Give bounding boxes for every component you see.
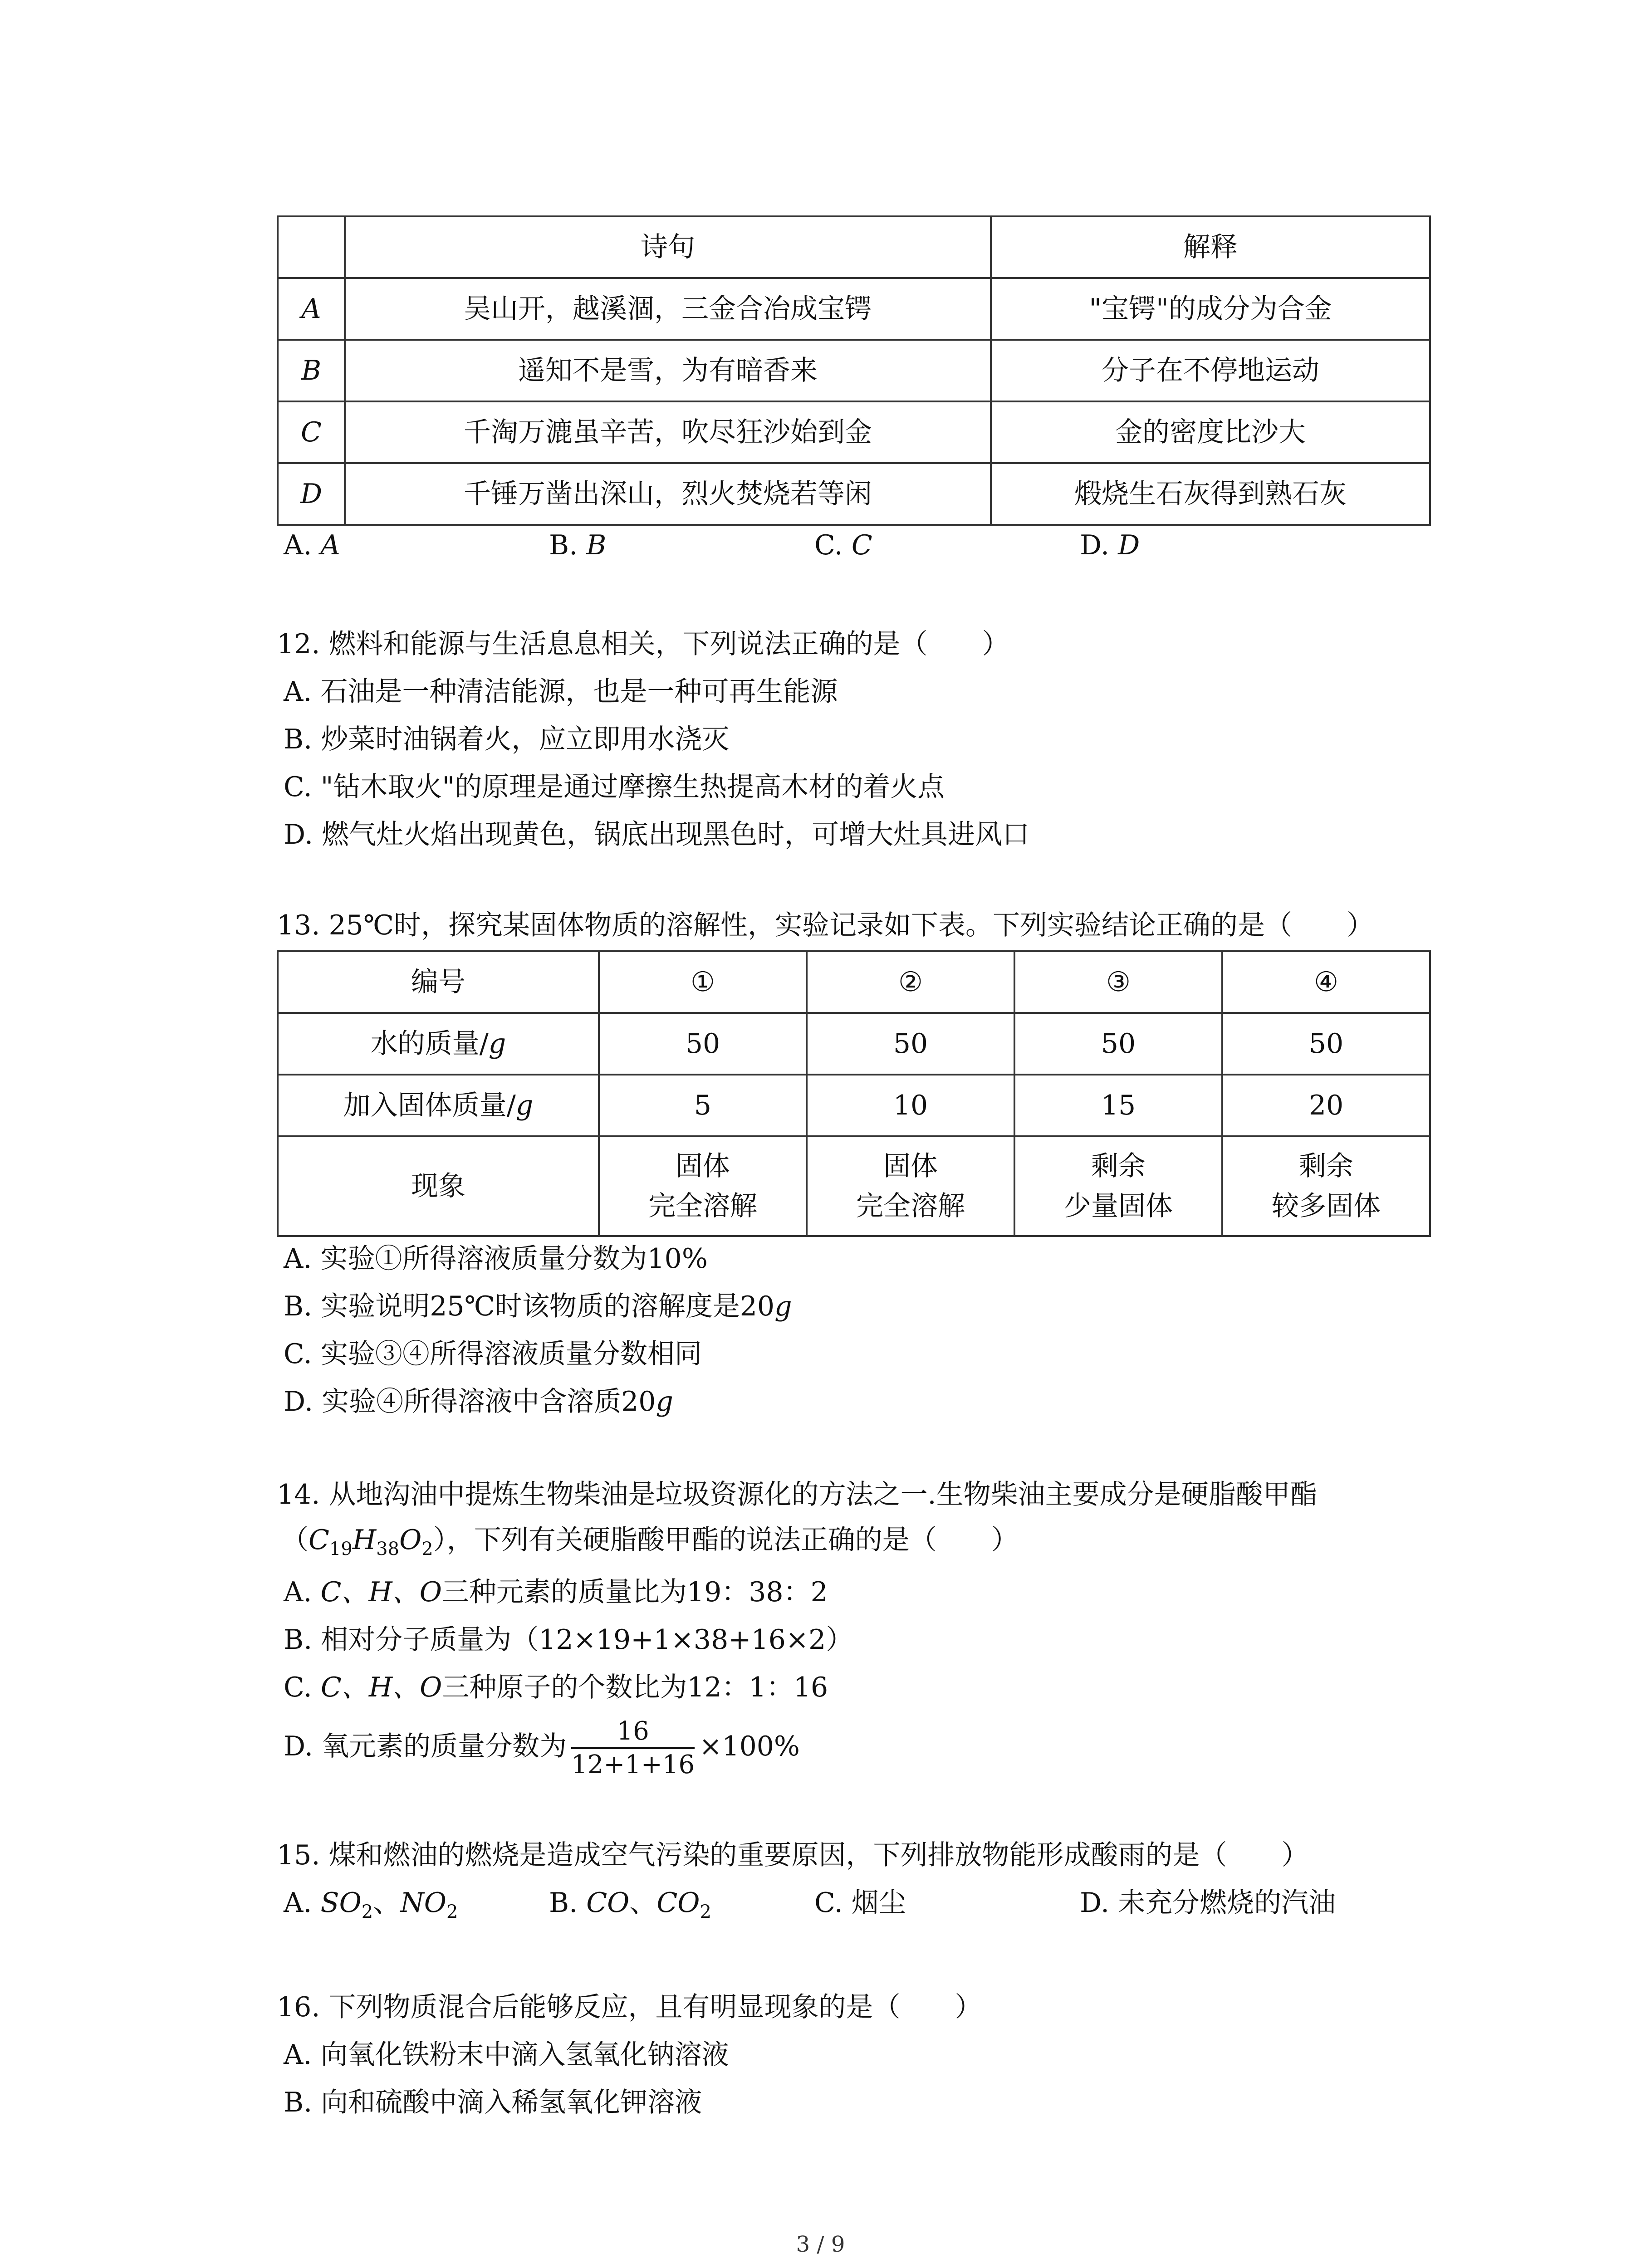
table-cell xyxy=(1222,1136,1430,1236)
table-cell xyxy=(278,1075,599,1136)
table-header: ② xyxy=(807,951,1014,1013)
option-elements: C、H、O xyxy=(320,1576,442,1608)
table-cell: D xyxy=(278,463,345,525)
table-cell xyxy=(278,1013,599,1075)
table-header: 解释 xyxy=(991,216,1430,278)
table-cell: 千锤万凿出深山，烈火焚烧若等闲 xyxy=(345,463,991,525)
formula-subscript: 19 xyxy=(329,1539,353,1559)
option-text: C. 实验③④所得溶液质量分数相同 xyxy=(284,1338,702,1370)
paren-open: （ xyxy=(281,1524,309,1556)
option-unit: g xyxy=(774,1290,792,1322)
q12-option-a[interactable]: A. 石油是一种清洁能源，也是一种可再生能源 xyxy=(284,676,838,708)
fraction-numerator: 16 xyxy=(571,1716,695,1749)
table-row xyxy=(278,951,1430,1013)
table-cell xyxy=(599,1136,807,1236)
q14-option-b[interactable]: B. 相对分子质量为（12×19+1×38+16×2） xyxy=(284,1624,853,1656)
stem-text: ），下列有关硬脂酸甲酯的说法正确的是（ ） xyxy=(433,1524,1019,1556)
table-cell: 遥知不是雪，为有暗香来 xyxy=(345,340,991,401)
option-text: 三种元素的质量比为19：38：2 xyxy=(441,1576,828,1608)
table-row xyxy=(278,401,1430,463)
q12-option-c[interactable]: C. "钻木取火"的原理是通过摩擦生热提高木材的着火点 xyxy=(284,771,945,803)
table-header: 编号 xyxy=(278,951,599,1013)
row-unit: g xyxy=(515,1090,534,1121)
q15-option-a[interactable] xyxy=(284,1880,458,1935)
q16-stem: 16. 下列物质混合后能够反应，且有明显现象的是（ ） xyxy=(277,1991,982,2023)
option-key: B. xyxy=(549,1887,578,1919)
table-header: 诗句 xyxy=(345,216,991,278)
q12-option-d[interactable]: D. 燃气灶火焰出现黄色，锅底出现黑色时，可增大灶具进风口 xyxy=(284,819,1030,850)
q13-stem: 13. 25℃时，探究某固体物质的溶解性，实验记录如下表。下列实验结论正确的是（ ） xyxy=(277,909,1374,941)
option-key: D. xyxy=(1080,529,1110,561)
q11-option-a[interactable] xyxy=(284,523,340,568)
option-key: C. xyxy=(284,1672,321,1703)
table-row xyxy=(278,340,1430,401)
formula-element: O xyxy=(399,1524,422,1556)
cell-line: 固体 xyxy=(883,1150,938,1182)
table-cell xyxy=(807,1136,1014,1236)
option-key: A. xyxy=(284,1887,312,1919)
q14-stem-continued xyxy=(281,1517,1019,1572)
table-cell: 吴山开，越溪涸，三金合冶成宝锷 xyxy=(345,278,991,340)
table-cell: 5 xyxy=(599,1075,807,1136)
table-header: ③ xyxy=(1014,951,1222,1013)
fraction xyxy=(571,1716,695,1781)
table-cell xyxy=(1014,1136,1222,1236)
formula-subscript: 38 xyxy=(376,1539,400,1559)
q14-option-d[interactable] xyxy=(284,1710,800,1783)
table-cell: 千淘万漉虽辛苦，吹尽狂沙始到金 xyxy=(345,401,991,463)
option-key: A. xyxy=(284,529,312,561)
table-cell: C xyxy=(278,401,345,463)
table-row xyxy=(278,1075,1430,1136)
q16-option-b[interactable]: B. 向和硫酸中滴入稀氢氧化钾溶液 xyxy=(284,2087,702,2118)
option-text: A. 实验①所得溶液质量分数为10% xyxy=(284,1243,708,1275)
table-header: ① xyxy=(599,951,807,1013)
option-text: 三种原子的个数比为12：1：16 xyxy=(442,1672,828,1703)
fraction-denominator: 12+1+16 xyxy=(571,1750,695,1780)
q15-option-b[interactable] xyxy=(549,1880,711,1935)
formula: SO xyxy=(320,1887,362,1919)
option-text: C xyxy=(851,529,872,561)
table-cell: 50 xyxy=(1222,1013,1430,1075)
q14-option-c[interactable] xyxy=(284,1665,828,1710)
cell-line: 剩余 xyxy=(1299,1150,1353,1182)
cell-line: 少量固体 xyxy=(1064,1190,1173,1222)
row-unit: g xyxy=(488,1028,506,1060)
option-text: ×100% xyxy=(699,1730,800,1762)
table-cell: 10 xyxy=(807,1075,1014,1136)
formula: CO xyxy=(586,1887,630,1919)
separator: 、 xyxy=(629,1887,657,1919)
q13-table xyxy=(277,950,1431,1237)
page-number: 3 / 9 xyxy=(796,2232,845,2257)
table-cell: 50 xyxy=(599,1013,807,1075)
formula-subscript: 2 xyxy=(361,1901,373,1922)
table-cell: 20 xyxy=(1222,1075,1430,1136)
q15-option-c[interactable]: C. 烟尘 xyxy=(814,1887,906,1919)
option-key: C. xyxy=(814,529,843,561)
q13-option-c[interactable] xyxy=(284,1331,702,1377)
table-row xyxy=(278,463,1430,525)
q14-stem: 14. 从地沟油中提炼生物柴油是垃圾资源化的方法之一.生物柴油主要成分是硬脂酸甲酯 xyxy=(277,1479,1318,1510)
q16-option-a[interactable]: A. 向氧化铁粉末中滴入氢氧化钠溶液 xyxy=(284,2039,729,2071)
formula-element: H xyxy=(352,1524,377,1556)
table-row xyxy=(278,278,1430,340)
formula-element: C xyxy=(309,1524,329,1556)
table-row xyxy=(278,216,1430,278)
option-text: D. 氧元素的质量分数为 xyxy=(284,1730,567,1762)
option-elements: C、H、O xyxy=(320,1672,442,1703)
q13-option-d[interactable] xyxy=(284,1379,673,1424)
option-unit: g xyxy=(656,1386,673,1418)
row-label: 加入固体质量/ xyxy=(343,1090,516,1121)
separator: 、 xyxy=(373,1887,401,1919)
table-cell: 50 xyxy=(807,1013,1014,1075)
cell-line: 完全溶解 xyxy=(856,1190,965,1222)
formula-subscript: 2 xyxy=(421,1539,433,1559)
q15-option-d[interactable]: D. 未充分燃烧的汽油 xyxy=(1080,1887,1336,1919)
q13-option-a[interactable] xyxy=(284,1236,708,1281)
q11-option-b[interactable] xyxy=(549,523,606,568)
formula: CO xyxy=(656,1887,700,1919)
option-text: D. 实验④所得溶液中含溶质20 xyxy=(284,1386,656,1418)
q13-option-b[interactable] xyxy=(284,1284,792,1329)
table-cell: 50 xyxy=(1014,1013,1222,1075)
table-cell: 分子在不停地运动 xyxy=(991,340,1430,401)
table-cell: "宝锷"的成分为合金 xyxy=(991,278,1430,340)
table-cell: A xyxy=(278,278,345,340)
table-cell: B xyxy=(278,340,345,401)
table-row xyxy=(278,1013,1430,1075)
q15-stem: 15. 煤和燃油的燃烧是造成空气污染的重要原因，下列排放物能形成酸雨的是（ ） xyxy=(277,1839,1309,1871)
cell-line: 固体 xyxy=(676,1150,730,1182)
option-key: B. xyxy=(549,529,578,561)
formula-subscript: 2 xyxy=(446,1901,458,1922)
table-header: ④ xyxy=(1222,951,1430,1013)
q14-option-a[interactable] xyxy=(284,1569,828,1615)
option-text: A xyxy=(320,529,340,561)
row-label: 水的质量/ xyxy=(370,1028,489,1060)
option-text: B. 实验说明25℃时该物质的溶解度是20 xyxy=(284,1290,775,1322)
cell-line: 较多固体 xyxy=(1272,1190,1381,1222)
table-cell: 金的密度比沙大 xyxy=(991,401,1430,463)
q12-stem: 12. 燃料和能源与生活息息相关，下列说法正确的是（ ） xyxy=(277,628,1009,660)
table-cell: 煅烧生石灰得到熟石灰 xyxy=(991,463,1430,525)
table-row xyxy=(278,1136,1430,1236)
formula-subscript: 2 xyxy=(700,1901,711,1922)
table-cell xyxy=(278,216,345,278)
cell-line: 完全溶解 xyxy=(648,1190,757,1222)
option-text: D xyxy=(1118,529,1140,561)
cell-line: 剩余 xyxy=(1091,1150,1146,1182)
q11-option-c[interactable] xyxy=(814,523,872,568)
table-cell: 15 xyxy=(1014,1075,1222,1136)
option-text: B xyxy=(586,529,607,561)
table-cell: 现象 xyxy=(278,1136,599,1236)
q11-table xyxy=(277,215,1431,526)
q11-option-d[interactable] xyxy=(1080,523,1140,568)
formula: NO xyxy=(400,1887,446,1919)
q12-option-b[interactable]: B. 炒菜时油锅着火，应立即用水浇灭 xyxy=(284,723,730,755)
option-key: A. xyxy=(284,1576,321,1608)
